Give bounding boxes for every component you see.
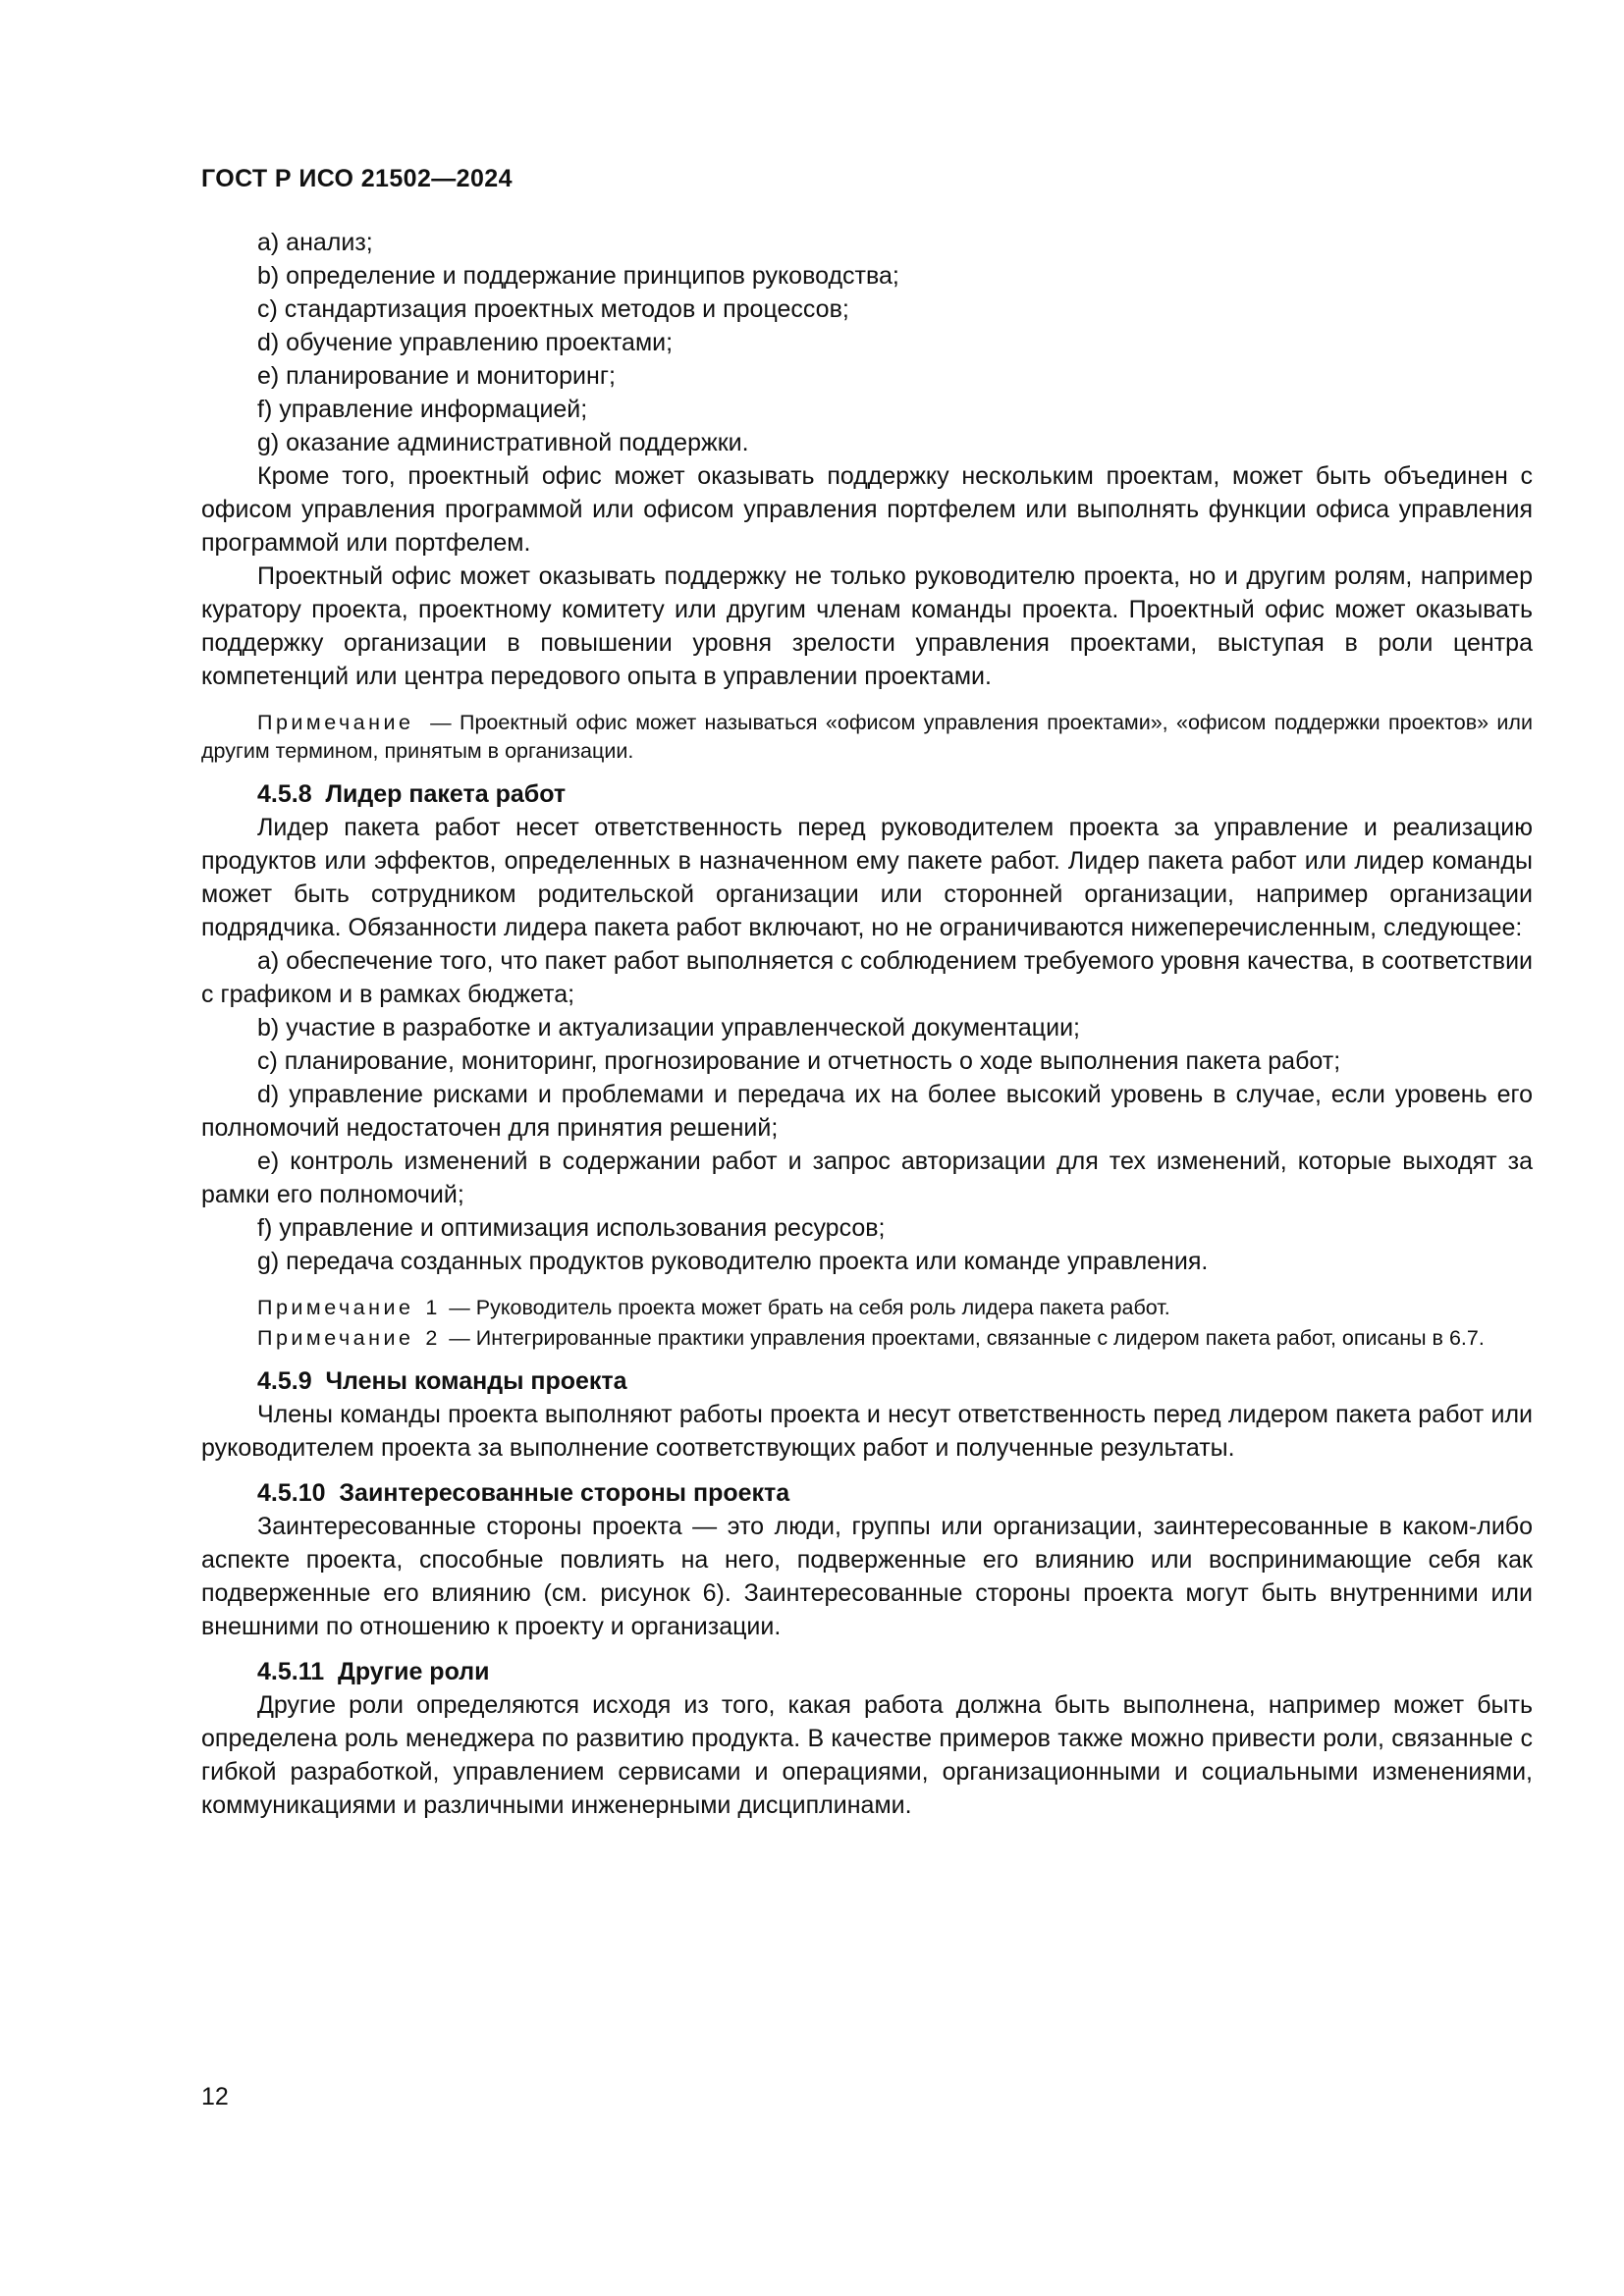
section-heading: 4.5.10 Заинтересованные стороны проекта xyxy=(257,1479,790,1507)
note-label: Примечание xyxy=(257,711,414,734)
document-standard-number: ГОСТ Р ИСО 21502—2024 xyxy=(201,165,513,192)
paragraph: Лидер пакета работ несет ответственность перед руководителем проекта за управление и реализацию продуктов или эффектов, определенных в назначенном ему пакете работ. Лидер пакета работ или лидер команды может быть сотрудником родительской организации или сторонней организации, например организации подрядчика. Обязанности лидера пакета работ включают, но не ограничиваются нижеперечисленным, следующее: xyxy=(201,814,1533,941)
note: Примечание 2 — Интегрированные практики управления проектами, связанные с лидером пакета работ, описаны в 6.7. xyxy=(257,1326,1485,1350)
section-heading: 4.5.9 Члены команды проекта xyxy=(257,1367,627,1395)
list-item: g) передача созданных продуктов руководителю проекта или команде управления. xyxy=(257,1248,1209,1275)
list-item: e) контроль изменений в содержании работ и запрос авторизации для тех изменений, которые выходят за рамки его полномочий; xyxy=(201,1148,1533,1208)
document-content xyxy=(201,226,1533,1822)
page-number: 12 xyxy=(201,2083,229,2110)
list-item: a) анализ; xyxy=(257,229,373,256)
list-item: b) участие в разработке и актуализации управленческой документации; xyxy=(257,1014,1080,1041)
note-label: Примечание xyxy=(257,1326,414,1350)
note: Примечание 1 — Руководитель проекта может брать на себя роль лидера пакета работ. xyxy=(257,1296,1170,1319)
note-label: Примечание xyxy=(257,1296,414,1319)
section-heading: 4.5.11 Другие роли xyxy=(257,1658,490,1685)
paragraph: Другие роли определяются исходя из того, какая работа должна быть выполнена, например может быть определена роль менеджера по развитию продукта. В качестве примеров также можно привести роли, связанные с гибкой разработкой, управлением сервисами и операциями, организационными и социальными изменениями, коммуникациями и различными инженерными дисциплинами. xyxy=(201,1691,1533,1819)
paragraph: Проектный офис может оказывать поддержку не только руководителю проекта, но и другим ролям, например куратору проекта, проектному комитету или другим членам команды проекта. Проектный офис может оказывать поддержку организации в повышении уровня зрелости управления проектами, выступая в роли центра компетенций или центра передового опыта в управлении проектами. xyxy=(201,562,1533,690)
list-item: a) обеспечение того, что пакет работ выполняется с соблюдением требуемого уровня качества, в соответствии с графиком и в рамках бюджета; xyxy=(201,947,1533,1008)
paragraph: Заинтересованные стороны проекта — это люди, группы или организации, заинтересованные в каком-либо аспекте проекта, способные повлиять на него, подверженные его влиянию или воспринимающие себя как подверженные его влиянию (см. рисунок 6). Заинтересованные стороны проекта могут быть внутренними или внешними по отношению к проекту и организации. xyxy=(201,1513,1533,1640)
list-item: c) планирование, мониторинг, прогнозирование и отчетность о ходе выполнения пакета работ; xyxy=(257,1047,1341,1075)
list-item: d) управление рисками и проблемами и передача их на более высокий уровень в случае, если уровень его полномочий недостаточен для принятия решений; xyxy=(201,1081,1533,1142)
section-heading: 4.5.8 Лидер пакета работ xyxy=(257,780,567,808)
paragraph: Члены команды проекта выполняют работы проекта и несут ответственность перед лидером пакета работ или руководителем проекта за выполнение соответствующих работ и полученные результаты. xyxy=(201,1401,1533,1462)
list-item: b) определение и поддержание принципов руководства; xyxy=(257,262,899,290)
list-item: f) управление и оптимизация использования ресурсов; xyxy=(257,1214,886,1242)
list-item: e) планирование и мониторинг; xyxy=(257,362,616,390)
list-item: g) оказание административной поддержки. xyxy=(257,429,749,456)
list-item: d) обучение управлению проектами; xyxy=(257,329,674,356)
list-item: f) управление информацией; xyxy=(257,396,588,423)
list-item: c) стандартизация проектных методов и процессов; xyxy=(257,295,849,323)
note: Примечание — Проектный офис может называться «офисом управления проектами», «офисом поддержки проектов» или другим термином, принятым в организации. xyxy=(201,711,1533,763)
paragraph: Кроме того, проектный офис может оказывать поддержку нескольким проектам, может быть объединен с офисом управления программой или офисом управления портфелем или выполнять функции офиса управления программой или портфелем. xyxy=(201,462,1533,557)
